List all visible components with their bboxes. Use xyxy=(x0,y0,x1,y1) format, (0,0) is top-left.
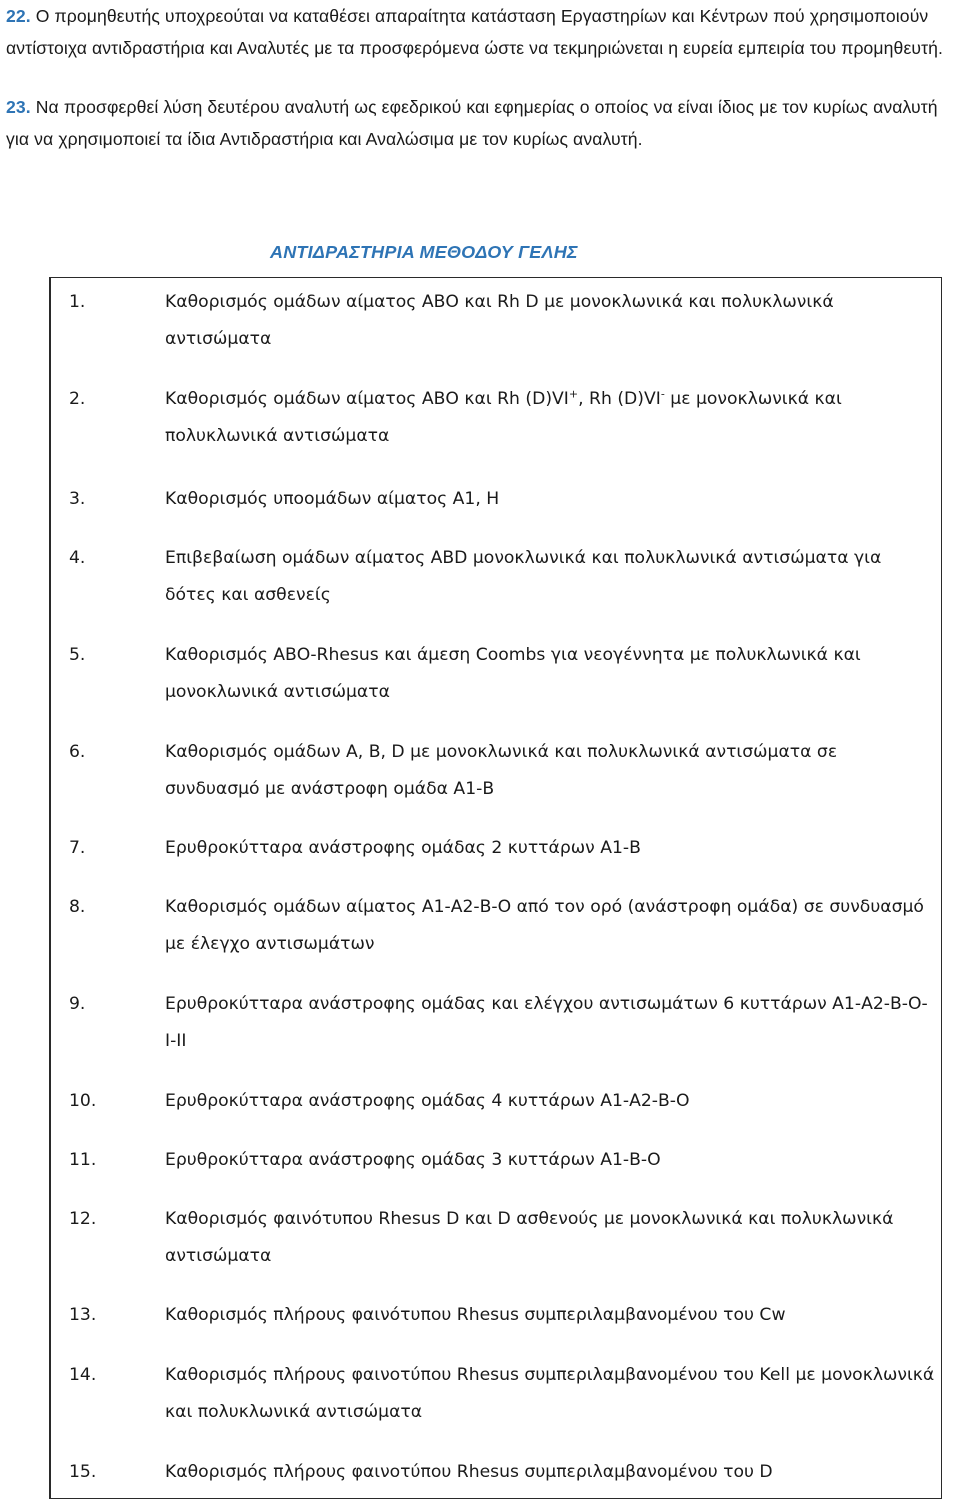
row-number: 6. xyxy=(69,742,86,762)
section-heading: ΑΝΤΙΔΡΑΣΤΗΡΙΑ ΜΕΘΟΔΟΥ ΓΕΛΗΣ xyxy=(270,242,578,262)
row-number: 4. xyxy=(69,548,86,568)
row-number: 10. xyxy=(69,1091,97,1111)
row-text: Ερυθροκύτταρα ανάστροφης ομάδας 2 κυττάρων Α1-Β xyxy=(165,838,641,858)
row-number: 11. xyxy=(69,1150,97,1170)
paragraph-23-text: Να προσφερθεί λύση δευτέρου αναλυτή ως εφεδρικού και εφημερίας ο οποίος να είναι ίδιος με τον κυρίως αναλυτή για να χρησιμοποιεί τα ίδια Αντιδραστήρια και Αναλώσιμα με τον κυρίως αναλυτή. xyxy=(6,97,938,149)
row-number: 9. xyxy=(69,994,86,1014)
row-text: Ερυθροκύτταρα ανάστροφης ομάδας και ελέγχου αντισωμάτων 6 κυττάρων Α1-Α2-Β-Ο-Ι-ΙΙ xyxy=(165,994,928,1051)
row-text-part: Καθορισμός ομάδων αίματος ΑΒΟ και Rh (D)VI xyxy=(165,389,569,409)
row-number: 1. xyxy=(69,292,86,312)
row-text-part: με μονοκλωνικά και πολυκλωνικά αντισώματα xyxy=(165,389,842,446)
row-text: Καθορισμός υποομάδων αίματος Α1, Η xyxy=(165,489,500,509)
row-text: Επιβεβαίωση ομάδων αίματος ΑΒD μονοκλωνικά και πολυκλωνικά αντισώματα για δότες και ασθενείς xyxy=(165,548,882,605)
row-text: Καθορισμός φαινότυπου Rhesus D και D ασθενούς με μονοκλωνικά και πολυκλωνικά αντισώματα xyxy=(165,1209,894,1266)
paragraph-23-number: 23. xyxy=(6,97,31,117)
row-text-part: , Rh (D)VI xyxy=(578,389,661,409)
row-text: Ερυθροκύτταρα ανάστροφης ομάδας 3 κυττάρων Α1-Β-Ο xyxy=(165,1150,661,1170)
row-number: 8. xyxy=(69,897,86,917)
row-number: 7. xyxy=(69,838,86,858)
paragraph-22-text: Ο προμηθευτής υποχρεούται να καταθέσει απαραίτητα κατάσταση Εργαστηρίων και Κέντρων πού χρησιμοποιούν αντίστοιχα αντιδραστήρια και Αναλυτές με τα προσφερόμενα ώστε να τεκμηριώνεται η ευρεία εμπειρία του προμηθευτή. xyxy=(6,6,944,58)
row-number: 2. xyxy=(69,389,86,409)
row-text: Καθορισμός πλήρους φαινότυπου Rhesus συμπεριλαμβανομένου του Cw xyxy=(165,1305,786,1325)
row-number: 13. xyxy=(69,1305,97,1325)
row-text: Καθορισμός πλήρους φαινοτύπου Rhesus συμπεριλαμβανομένου του Kell με μονοκλωνικά και πολυκλωνικά αντισώματα xyxy=(165,1365,935,1422)
paragraph-23 xyxy=(6,91,951,155)
row-number: 12. xyxy=(69,1209,97,1229)
row-number: 3. xyxy=(69,489,86,509)
row-text: Καθορισμός ομάδων αίματος ΑΒΟ και Rh D με μονοκλωνικά και πολυκλωνικά αντισώματα xyxy=(165,292,834,349)
row-text: Καθορισμός ομάδων Α, Β, D με μονοκλωνικά και πολυκλωνικά αντισώματα σε συνδυασμό με ανάστροφη ομάδα Α1-Β xyxy=(165,742,838,799)
paragraph-22 xyxy=(6,0,951,64)
superscript-plus: + xyxy=(568,387,579,401)
paragraph-22-number: 22. xyxy=(6,6,31,26)
row-text: Καθορισμός πλήρους φαινοτύπου Rhesus συμπεριλαμβανομένου του D xyxy=(165,1462,773,1482)
row-text: Καθορισμός ομάδων αίματος Α1-Α2-Β-Ο από τον ορό (ανάστροφη ομάδα) σε συνδυασμό με έλεγχο αντισωμάτων xyxy=(165,897,924,954)
row-number: 14. xyxy=(69,1365,97,1385)
row-text: Καθορισμός ΑΒΟ-Rhesus και άμεση Coombs για νεογέννητα με πολυκλωνικά και μονοκλωνικά αντισώματα xyxy=(165,645,861,702)
row-text: Ερυθροκύτταρα ανάστροφης ομάδας 4 κυττάρων Α1-Α2-Β-Ο xyxy=(165,1091,690,1111)
row-number: 15. xyxy=(69,1462,97,1482)
row-number: 5. xyxy=(69,645,86,665)
row-text xyxy=(165,381,935,455)
reagents-table xyxy=(49,277,942,1499)
superscript-minus: - xyxy=(660,387,665,401)
